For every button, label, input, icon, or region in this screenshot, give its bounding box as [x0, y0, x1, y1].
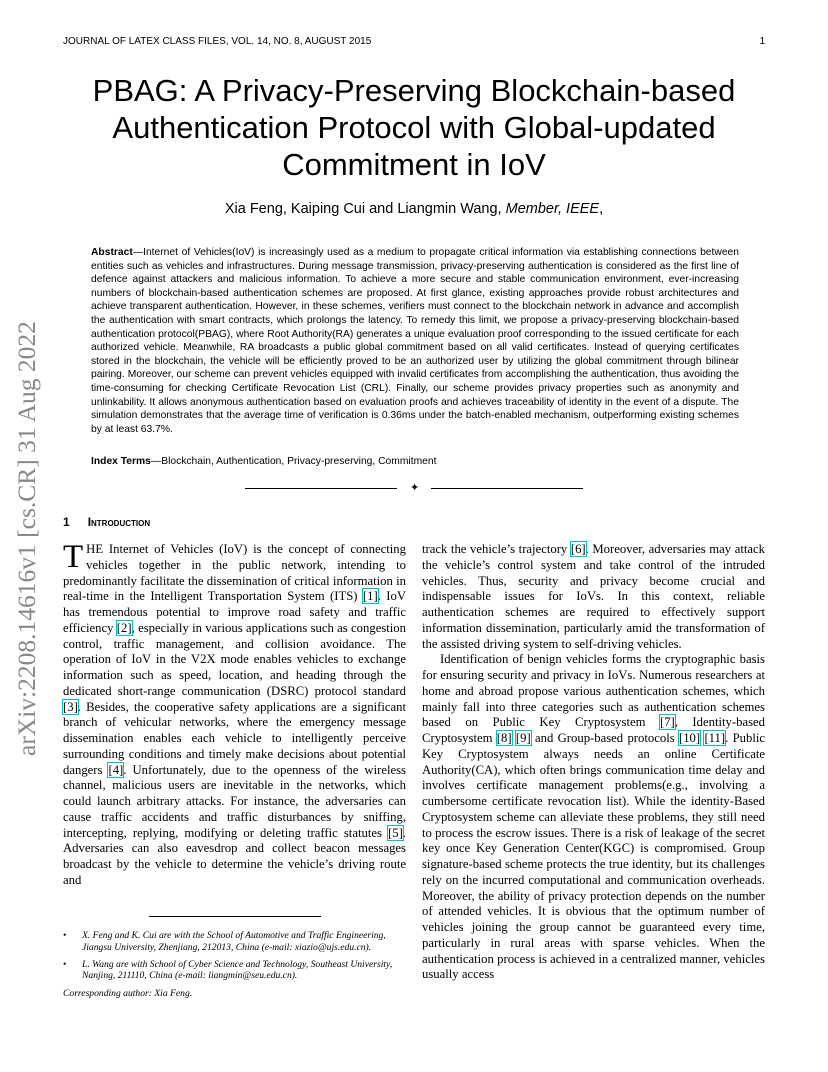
section-heading	[63, 515, 150, 529]
text-run: track the vehicle’s trajectory	[422, 542, 571, 556]
text-run: . IoV has tremendous potential to improve road safety and traffic efficiency	[63, 589, 406, 635]
citation-link[interactable]: [10]	[678, 731, 701, 745]
intro-paragraph-1-cont	[422, 542, 765, 652]
corresponding-author: Corresponding author: Xia Feng.	[63, 988, 193, 1000]
text-run: , Identity-based Cryptosystem	[422, 715, 765, 745]
bullet-icon: •	[63, 958, 67, 970]
dropcap: T	[63, 539, 84, 575]
text-run: . Moreover, adversaries may attack the vehicle’s control system and take control of the intruded vehicles. Thus, security and privacy become crucial and indispensable issues for IoVs. In this context, reliable authentication schemes are required to effectively support information dissemination, particularly amid the transformation of the assisted driving system to self-driving vehicles.	[422, 542, 766, 651]
citation-link[interactable]: [9]	[515, 731, 531, 745]
footnote-item	[63, 959, 406, 983]
author-line	[40, 201, 788, 217]
citation-link[interactable]: [11]	[704, 731, 726, 745]
author-trailing: ,	[599, 201, 604, 217]
divider-line-right	[431, 488, 583, 489]
text-run: . Adversaries can also eavesdrop and collect beacon messages broadcast by the vehicle to determine the vehicle’s driving route and	[63, 825, 406, 887]
title-line-2: Authentication Protocol with Global-updated	[112, 110, 716, 145]
text-run: Identification of benign vehicles forms the cryptographic basis for ensuring security and privacy in IoVs. Numerous researchers at home and abroad propose various authentication schemes, which mainly fall into three categories such as authentication schemes based on Public Key Cryptosystem	[422, 652, 765, 730]
journal-name: JOURNAL OF LATEX CLASS FILES, VOL. 14, NO. 8, AUGUST 2015	[63, 36, 372, 47]
citation-link[interactable]: [7]	[659, 715, 675, 730]
section-title: Introduction	[87, 515, 151, 529]
index-terms-label: Index Terms	[91, 456, 151, 467]
title-line-1: PBAG: A Privacy-Preserving Blockchain-based	[92, 73, 736, 108]
text-run: , especially in various applications such as congestion control, traffic management, and collision avoidance. The operation of IoV in the V2X mode enables vehicles to exchange information such as speed, location, and heading through the dedicated short-range communication (DSRC) protocol standard	[63, 620, 406, 698]
section-divider	[245, 483, 583, 493]
citation-link[interactable]: [8]	[496, 731, 512, 745]
text-run: and Group-based protocols	[530, 731, 679, 745]
citation-link[interactable]: [6]	[570, 542, 586, 556]
left-column	[63, 539, 406, 889]
index-terms-text: —Blockchain, Authentication, Privacy-preserving, Commitment	[150, 456, 437, 467]
index-terms	[91, 456, 739, 467]
text-run: . Unfortunately, due to the openness of the wireless channel, malicious users are inevitable in the networks, which could launch arbitrary attacks. For instance, the adversaries can cause traffic accidents and traffic disturbances by sniffing, intercepting, replying, modifying or deleting traffic statutes	[63, 762, 406, 840]
footnote-text: L. Wang are with School of Cyber Science and Technology, Southeast University, Nanjing, 211110, China (e-mail: liangmin@seu.edu.cn).	[82, 958, 393, 982]
citation-link[interactable]: [2]	[116, 620, 132, 635]
intro-paragraph-1	[63, 539, 406, 889]
right-column	[422, 542, 765, 983]
footnotes	[63, 930, 406, 1000]
text-run: . Besides, the cooperative safety applications are a significant branch of vehicular networks, where the emergency message dissemination enables each vehicle to intelligently perceive surrounding conditions and timely make decisions about potential dangers	[63, 699, 406, 777]
citation-link[interactable]: [3]	[63, 699, 78, 714]
arxiv-stamp: arXiv:2208.14616v1 [cs.CR] 31 Aug 2022	[12, 321, 41, 756]
bullet-icon: •	[63, 930, 67, 941]
abstract-text: —Internet of Vehicles(IoV) is increasingly used as a medium to propagate critical information via establishing connections between entities such as vehicles and infrastructures. During message transmission, privacy-preserving authentication is considered as the first line of defence against attackers and malicious information. To achieve a more secure and stable communication environment, ever-increasing numbers of blockchain-based authentication schemes are proposed. At first glance, existing approaches provide robust architectures and achieve transparent authentication. However, in these schemes, verifiers must connect to the blockchain network in advance and accomplish the authentication with smart contracts, which prolongs the latency. To remedy this limit, we propose a privacy-preserving blockchain-based authentication protocol(PBAG), where Root Authority(RA) generates a unique evaluation proof corresponding to the issued certificate for each authorized vehicle. Meanwhile, RA broadcasts a public global commitment based on all valid certificates. Instead of querying certificates stored in the blockchain, the vehicle will be efficiently proved to be an authorized user by utilizing the global commitment through bilinear pairing. Moreover, our scheme can prevent vehicles equipped with invalid certificates from accomplishing the authentication, thus avoiding the time-consuming for checking Certificate Revocation List (CRL). Finally, our scheme provides privacy properties such as anonymity and unlinkability. It allows anonymous authentication based on evaluation proofs and achieves traceability of identity in the event of a dispute. The simulation demonstrates that the average time of verification is 0.36ms under the batch-enabled mechanism, outperforming existing schemes by at least 63.7%.	[91, 247, 739, 435]
abstract-label: Abstract	[91, 247, 133, 258]
intro-paragraph-2	[422, 652, 765, 983]
citation-link[interactable]: [4]	[108, 762, 124, 777]
author-names: Xia Feng, Kaiping Cui and Liangmin Wang,	[224, 201, 502, 217]
footnote-rule	[149, 916, 321, 917]
running-header	[63, 36, 765, 50]
text-run: . Public Key Cryptosystem always needs an online Certificate Authority(CA), which often brings communication time delay and involves certificate management problems(e.g., involving a cumbersome certificate revocation list). While the identity-Based Cryptosystem scheme can alleviate these problems, they still need to process the escrow issues. There is a risk of leakage of the secret key once Key Generation Center(KGC) is compromised. Group signature-based scheme protects the true identity, but its challenges rely on the incurred computational and communication overheads. Moreover, the ability of privacy protection depends on the number of attended vehicles. It is obvious that the optimum number of vehicles joining the group cannot be guaranteed every time, particularly in rural areas with sparse vehicles. When the authentication process is achieved in a centralized manner, vehicles usually access	[422, 731, 766, 982]
footnote-item	[63, 930, 406, 954]
title-line-3: Commitment in IoV	[282, 147, 546, 182]
citation-link[interactable]: [1]	[362, 589, 378, 604]
divider-diamond-icon: ✦	[410, 481, 420, 494]
abstract	[91, 246, 739, 436]
author-membership: Member, IEEE	[505, 201, 600, 217]
text-run: HE Internet of Vehicles (IoV) is the concept of connecting vehicles together in the public network, intending to predominantly facilitate the dissemination of critical information in real-time in the Intelligent Transportation System (ITS)	[63, 542, 406, 604]
divider-line-left	[245, 488, 397, 489]
footnote-text: X. Feng and K. Cui are with the School of Automotive and Traffic Engineering, Jiangsu University, Zhenjiang, 212013, China (e-mail: xiazio@ujs.edu.cn).	[82, 930, 386, 953]
paper-title	[40, 72, 788, 183]
page-number: 1	[759, 36, 765, 47]
section-number: 1	[63, 515, 70, 529]
citation-link[interactable]: [5]	[388, 825, 403, 840]
